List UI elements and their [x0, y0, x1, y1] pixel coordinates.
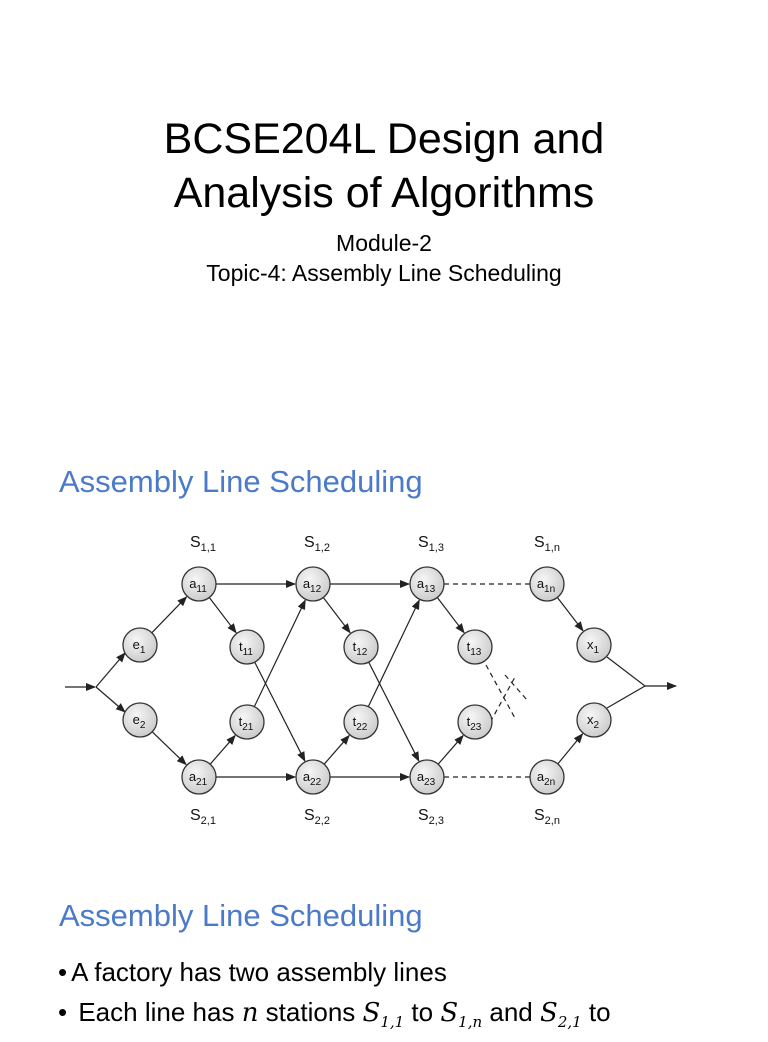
math-s1n: $S_{1,n}$ [440, 998, 483, 1032]
node-label: $t_{13}$ [466, 639, 482, 658]
node-label: $a_{22}$ [302, 769, 322, 788]
diagram-edge [323, 598, 350, 633]
node-label: $a_{11}$ [189, 576, 207, 595]
exit-edge-x2 [607, 686, 645, 708]
node-e1 [123, 628, 157, 662]
station-label-1-2: $S_{1,2}$ [304, 534, 330, 554]
node-label: $a_{21}$ [188, 769, 208, 788]
diagram-edge [438, 736, 463, 765]
node-label: $t_{11}$ [238, 639, 254, 658]
node-a13 [410, 567, 444, 601]
bullet-item [58, 992, 758, 1042]
node-label: $t_{21}$ [238, 714, 254, 733]
module-label: Module-2 [336, 230, 432, 256]
station-label-2-n: $S_{2,n}$ [534, 807, 560, 827]
station-label-1-1: $S_{1,1}$ [190, 534, 216, 554]
section-heading-1: Assembly Line Scheduling [59, 464, 423, 499]
node-a11 [182, 567, 216, 601]
node-t12 [344, 630, 378, 664]
bullet-text: and [489, 997, 533, 1027]
node-x2 [577, 703, 611, 737]
station-label-1-n: $S_{1,n}$ [534, 534, 560, 554]
node-a21 [182, 760, 216, 794]
node-a23 [410, 760, 444, 794]
station-label-2-1: $S_{2,1}$ [190, 807, 216, 827]
node-t22 [344, 705, 378, 739]
node-t11 [230, 630, 264, 664]
node-label: $a_{12}$ [302, 576, 322, 595]
node-x1 [577, 628, 611, 662]
entry-edge-e1 [96, 653, 125, 687]
diagram-edge [437, 598, 464, 633]
node-a22 [296, 760, 330, 794]
node-label: $t_{23}$ [466, 714, 482, 733]
bullet-item [58, 952, 758, 992]
node-label: $x_2$ [586, 712, 600, 731]
node-label: $e_2$ [132, 712, 146, 731]
math-n: n [241, 998, 259, 1028]
node-label: $t_{12}$ [352, 639, 368, 658]
node-label: $a_{13}$ [416, 576, 436, 595]
node-e2 [123, 703, 157, 737]
diagram-edge [324, 736, 349, 765]
node-label: $x_1$ [586, 637, 600, 656]
assembly-line-diagram [0, 525, 768, 845]
node-label: $t_{22}$ [352, 714, 368, 733]
bullet-text: to [411, 997, 434, 1027]
title-line-2: Analysis of Algorithms [173, 169, 595, 217]
dashed-transfer-edge [486, 665, 516, 720]
diagram-edge [152, 732, 186, 765]
entry-edge-e2 [96, 687, 125, 712]
node-a2n [530, 760, 564, 794]
bullet-text: to [588, 997, 611, 1027]
node-a1n [530, 567, 564, 601]
diagram-edges [65, 584, 676, 777]
diagram-edge [152, 597, 187, 633]
node-label: $a_{2n}$ [536, 769, 556, 788]
diagram-edge [369, 662, 419, 761]
node-t23 [458, 705, 492, 739]
node-label: $a_{1n}$ [536, 576, 556, 595]
node-label: $e_1$ [132, 637, 146, 656]
exit-edge-x1 [607, 657, 645, 686]
node-t21 [230, 705, 264, 739]
topic-label: Topic-4: Assembly Line Scheduling [206, 260, 562, 286]
bullet-text: Each line has [78, 997, 235, 1027]
bullet-text: stations [265, 997, 356, 1027]
math-s21: $S_{2,1}$ [540, 998, 582, 1032]
diagram-edge [255, 662, 305, 761]
slide-title [0, 112, 768, 220]
bullet-list [58, 952, 758, 1042]
bullet-text: A factory has two assembly lines [71, 957, 447, 987]
title-line-1: BCSE204L Design and [163, 115, 605, 163]
diagram-edge [557, 597, 583, 630]
section-heading-2: Assembly Line Scheduling [59, 898, 423, 933]
slide-subtitle [0, 228, 768, 288]
node-t13 [458, 630, 492, 664]
diagram-nodes [123, 567, 611, 794]
diagram-station-labels [190, 534, 560, 827]
diagram-edge [558, 734, 583, 764]
node-label: $a_{23}$ [416, 769, 436, 788]
station-label-2-2: $S_{2,2}$ [304, 807, 330, 827]
node-a12 [296, 567, 330, 601]
station-label-1-3: $S_{1,3}$ [418, 534, 444, 554]
station-label-2-3: $S_{2,3}$ [418, 807, 444, 827]
math-s11: $S_{1,1}$ [362, 998, 405, 1032]
diagram-edge [209, 598, 236, 633]
diagram-edge [210, 736, 235, 765]
